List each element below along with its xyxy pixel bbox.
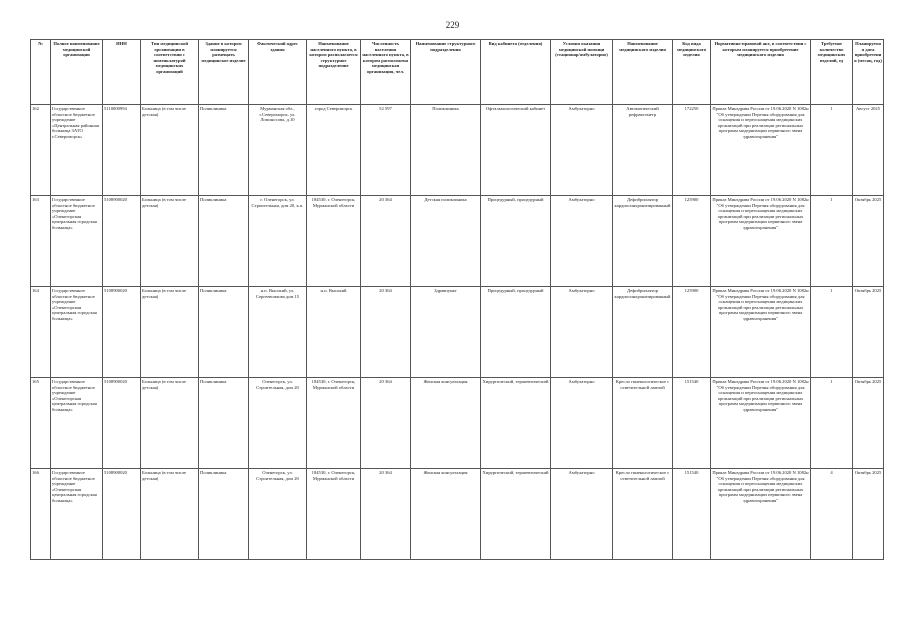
- cell-qty: 1: [811, 196, 853, 287]
- cell-type: Больница (в том числе детская): [141, 469, 199, 560]
- header-cell: Численность населения населенного пункта, в котором расположена медицинская организация, чел.: [361, 40, 411, 105]
- cell-act: Приказ Минздрава России от 19.06.2020 N 1082н "Об утверждении Перечня оборудования для оснащения и переоснащения медицинских организаций при реализации региональных программ модернизации первичного звена здравоохранения": [711, 378, 811, 469]
- cell-inn: 5108900020: [103, 469, 141, 560]
- header-cell: Нормативно-правовой акт, в соответствии с которым планируется приобретение медицинского изделия: [711, 40, 811, 105]
- cell-qty: 4: [811, 469, 853, 560]
- cell-building: Поликлиника: [199, 105, 249, 196]
- cell-unit: Здравпункт: [411, 287, 481, 378]
- cell-device: Дефибриллятор кардиосинхронизированный: [613, 196, 673, 287]
- cell-population: 20 364: [361, 469, 411, 560]
- equipment-table: [30, 39, 884, 560]
- cell-address: г. Оленегорск, ул. Строительная, дом 20, к.п.: [249, 196, 307, 287]
- cell-unit: Поликлиника: [411, 105, 481, 196]
- cell-cabinet: Офтальмологический кабинет: [481, 105, 551, 196]
- cell-date: Октябрь 2025: [853, 287, 884, 378]
- cell-inn: 5110000994: [103, 105, 141, 196]
- cell-org: Государственное областное бюджетное учреждение «Оленегорская центральная городская больница»: [51, 287, 103, 378]
- header-cell: Наименование структурного подразделения: [411, 40, 481, 105]
- cell-num: 166: [31, 469, 51, 560]
- cell-building: Поликлиника: [199, 287, 249, 378]
- cell-num: 163: [31, 196, 51, 287]
- cell-type: Больница (в том числе детская): [141, 378, 199, 469]
- header-cell: Фактический адрес здания: [249, 40, 307, 105]
- cell-date: Октябрь 2025: [853, 196, 884, 287]
- cell-inn: 5108900020: [103, 196, 141, 287]
- cell-num: 164: [31, 287, 51, 378]
- table-row: [31, 469, 884, 560]
- cell-building: Поликлиника: [199, 196, 249, 287]
- cell-device: Кресло гинекологическое с осветительной лампой: [613, 469, 673, 560]
- cell-conditions: Амбулаторно: [551, 469, 613, 560]
- cell-unit: Женская консультация: [411, 469, 481, 560]
- cell-qty: 1: [811, 105, 853, 196]
- cell-num: 165: [31, 378, 51, 469]
- cell-building: Поликлиника: [199, 378, 249, 469]
- header-cell: Планируемая дата приобретения (месяц, год): [853, 40, 884, 105]
- cell-population: 52 597: [361, 105, 411, 196]
- cell-act: Приказ Минздрава России от 19.06.2020 N 1082н "Об утверждении Перечня оборудования для оснащения и переоснащения медицинских организаций при реализации региональных программ модернизации первичного звена здравоохранения": [711, 287, 811, 378]
- cell-code: 125900: [673, 287, 711, 378]
- cell-cabinet: Процедурный, процедурный: [481, 196, 551, 287]
- cell-population: 20 364: [361, 378, 411, 469]
- cell-conditions: Амбулаторно: [551, 196, 613, 287]
- header-cell: Наименование медицинского изделия: [613, 40, 673, 105]
- header-cell: №: [31, 40, 51, 105]
- header-cell: Наименование населенного пункта, в котором располагается структурное подразделение: [307, 40, 361, 105]
- cell-conditions: Амбулаторно: [551, 378, 613, 469]
- cell-org: Государственное областное бюджетное учреждение «Оленегорская центральная городская больница»: [51, 196, 103, 287]
- cell-locality: н.п. Высокий: [307, 287, 361, 378]
- cell-code: 151540: [673, 469, 711, 560]
- header-cell: Здание в котором планируется размещать медицинское изделие: [199, 40, 249, 105]
- table-row: [31, 287, 884, 378]
- cell-act: Приказ Минздрава России от 19.06.2020 N 1082н "Об утверждении Перечня оборудования для оснащения и переоснащения медицинских организаций при реализации региональных программ модернизации первичного звена здравоохранения": [711, 469, 811, 560]
- cell-type: Больница (в том числе детская): [141, 105, 199, 196]
- cell-address: Мурманская обл., г.Североморск, ул. Ломоносова, д.10: [249, 105, 307, 196]
- cell-num: 162: [31, 105, 51, 196]
- cell-code: 172250: [673, 105, 711, 196]
- header-cell: Код вида медицинского изделия: [673, 40, 711, 105]
- cell-inn: 5108900020: [103, 287, 141, 378]
- header-cell: Полное наименование медицинской организации: [51, 40, 103, 105]
- table-row: [31, 105, 884, 196]
- cell-cabinet: Хирургический, терапевтический: [481, 469, 551, 560]
- header-cell: ИНН: [103, 40, 141, 105]
- cell-date: Октябрь 2025: [853, 469, 884, 560]
- cell-unit: Детская поликлиника: [411, 196, 481, 287]
- cell-unit: Женская консультация: [411, 378, 481, 469]
- cell-org: Государственное областное бюджетное учреждение «Оленегорская центральная городская больница»: [51, 378, 103, 469]
- cell-qty: 1: [811, 378, 853, 469]
- page-number: 229: [445, 20, 460, 30]
- cell-address: Оленегорск, ул. Строительная, дом 20: [249, 378, 307, 469]
- cell-population: 20 364: [361, 196, 411, 287]
- cell-code: 151540: [673, 378, 711, 469]
- table-header-row: [31, 40, 884, 105]
- cell-locality: 184530, г. Оленегорск, Мурманской области: [307, 469, 361, 560]
- cell-conditions: Амбулаторно: [551, 287, 613, 378]
- cell-device: Кресло гинекологическое с осветительной лампой: [613, 378, 673, 469]
- table-row: [31, 378, 884, 469]
- header-cell: Условия оказания медицинской помощи (стационар/амбулаторно): [551, 40, 613, 105]
- cell-inn: 5108900020: [103, 378, 141, 469]
- cell-locality: город Североморск: [307, 105, 361, 196]
- cell-locality: 184530, г. Оленегорск, Мурманской области: [307, 378, 361, 469]
- cell-org: Государственное областное бюджетное учреждение «Центральная районная больница ЗАТО г.Североморск»: [51, 105, 103, 196]
- cell-act: Приказ Минздрава России от 19.06.2020 N 1082н "Об утверждении Перечня оборудования для оснащения и переоснащения медицинских организаций при реализации региональных программ модернизации первичного звена здравоохранения": [711, 196, 811, 287]
- cell-type: Больница (в том числе детская): [141, 196, 199, 287]
- header-cell: Требуемое количество медицинских изделий, ед: [811, 40, 853, 105]
- cell-address: Оленегорск, ул. Строительная, дом 20: [249, 469, 307, 560]
- cell-type: Больница (в том числе детская): [141, 287, 199, 378]
- cell-code: 125900: [673, 196, 711, 287]
- cell-cabinet: Хирургический, терапевтический: [481, 378, 551, 469]
- header-cell: Вид кабинета (отделения): [481, 40, 551, 105]
- cell-locality: 184530, г. Оленегорск, Мурманской области: [307, 196, 361, 287]
- cell-qty: 1: [811, 287, 853, 378]
- cell-date: Август 2025: [853, 105, 884, 196]
- cell-population: 20 364: [361, 287, 411, 378]
- header-cell: Тип медицинской организации в соответствии с номенклатурой медицинских организаций: [141, 40, 199, 105]
- cell-date: Октябрь 2025: [853, 378, 884, 469]
- cell-act: Приказ Минздрава России от 19.06.2020 N 1082н "Об утверждении Перечня оборудования для оснащения и переоснащения медицинских организаций при реализации региональных программ модернизации первичного звена здравоохранения": [711, 105, 811, 196]
- cell-conditions: Амбулаторно: [551, 105, 613, 196]
- cell-device: Автоматический рефрактометр: [613, 105, 673, 196]
- cell-building: Поликлиника: [199, 469, 249, 560]
- table-row: [31, 196, 884, 287]
- cell-cabinet: Процедурный, процедурный: [481, 287, 551, 378]
- cell-org: Государственное областное бюджетное учреждение «Оленегорская центральная городская больница»: [51, 469, 103, 560]
- cell-address: н.п. Высокий, ул. Сергеевсмкова дом 15: [249, 287, 307, 378]
- cell-device: Дефибриллятор кардиосинхронизированный: [613, 287, 673, 378]
